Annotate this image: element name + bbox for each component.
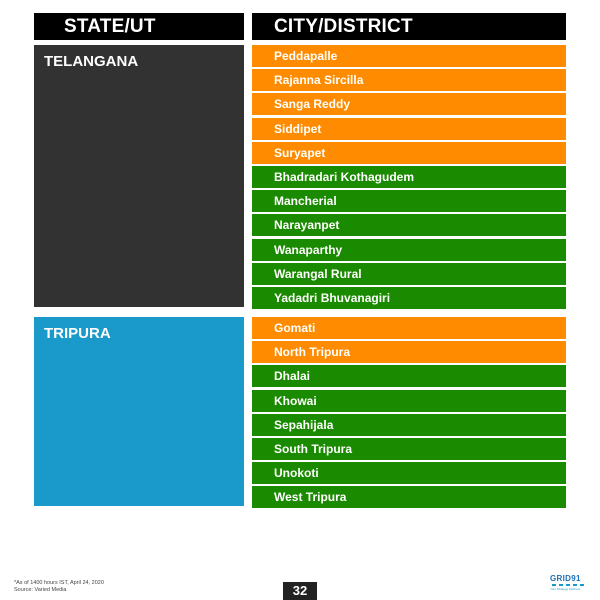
district-row: Sanga Reddy [252, 93, 566, 115]
state-tripura: TRIPURA [34, 317, 244, 506]
state-header: STATE/UT [34, 13, 244, 40]
tripura-district-list [252, 317, 566, 511]
district-row: Rajanna Sircilla [252, 69, 566, 91]
footnote-source: Source: Varied Media [14, 587, 67, 593]
district-row: North Tripura [252, 341, 566, 363]
logo-dots-icon [550, 584, 594, 586]
district-row: Suryapet [252, 142, 566, 164]
footnote [14, 580, 104, 594]
district-row: Narayanpet [252, 214, 566, 236]
city-header: CITY/DISTRICT [252, 13, 566, 40]
district-row: Unokoti [252, 462, 566, 484]
footnote-note: *As of 1400 hours IST, April 24, 2020 [14, 580, 104, 586]
district-row: Gomati [252, 317, 566, 339]
telangana-district-list [252, 45, 566, 311]
logo-text: GRID91 [550, 574, 581, 583]
district-row: Mancherial [252, 190, 566, 212]
district-row: Siddipet [252, 118, 566, 140]
logo-tagline: Your Strategy Partners [550, 587, 581, 591]
district-row: Khowai [252, 390, 566, 412]
grid91-logo [550, 574, 594, 594]
state-telangana: TELANGANA [34, 45, 244, 307]
district-row: Yadadri Bhuvanagiri [252, 287, 566, 309]
district-row: Wanaparthy [252, 239, 566, 261]
district-row: Dhalai [252, 365, 566, 387]
district-row: Warangal Rural [252, 263, 566, 285]
district-row: Sepahijala [252, 414, 566, 436]
district-row: South Tripura [252, 438, 566, 460]
page-number: 32 [283, 582, 317, 600]
district-row: Peddapalle [252, 45, 566, 67]
district-row: West Tripura [252, 486, 566, 508]
district-row: Bhadradari Kothagudem [252, 166, 566, 188]
